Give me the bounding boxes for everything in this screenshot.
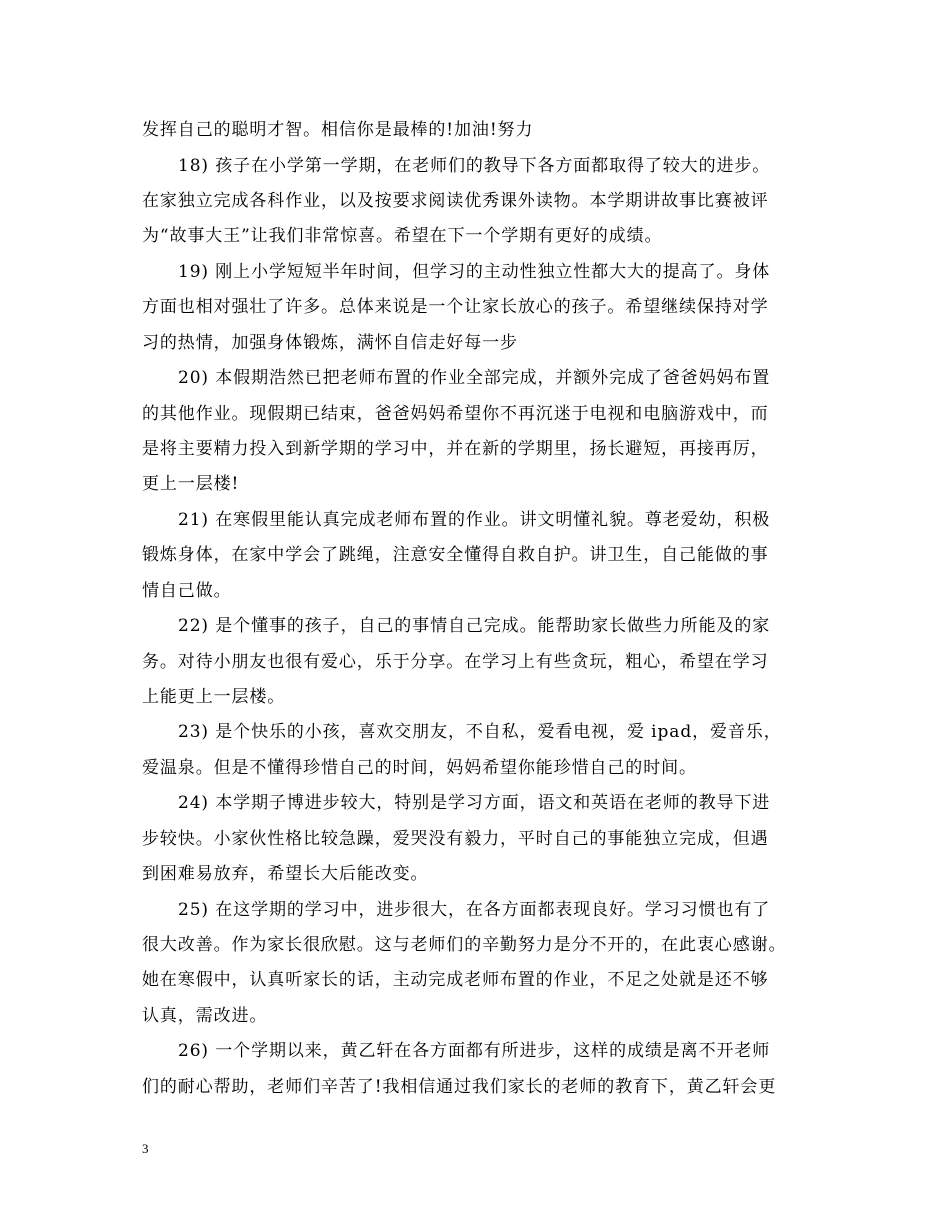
paragraph-23-line-1: 23) 是个快乐的小孩，喜欢交朋友，不自私，爱看电视，爱 ipad，爱音乐， [178,722,782,742]
page-number: 3 [142,1141,149,1156]
paragraph-18-line-1: 18) 孩子在小学第一学期，在老师们的教导下各方面都取得了较大的进步。 [178,156,771,176]
paragraph-21-line-1: 21) 在寒假里能认真完成老师布置的作业。讲文明懂礼貌。尊老爱幼，积极 [178,510,771,530]
paragraph-22-line-1: 22) 是个懂事的孩子，自己的事情自己完成。能帮助家长做些力所能及的家 [178,616,771,636]
paragraph-25-line-1: 25) 在这学期的学习中，进步很大，在各方面都表现良好。学习习惯也有了 [178,900,771,920]
paragraph-26-line-1: 26) 一个学期以来，黄乙轩在各方面都有所进步，这样的成绩是离不开老师 [178,1041,771,1061]
paragraph-19-line-1: 19) 刚上小学短短半年时间，但学习的主动性独立性都大大的提高了。身体 [178,262,771,282]
text-line: 上能更上一层楼。 [142,687,286,707]
text-line: 习的热情，加强身体锻炼，满怀自信走好每一步 [142,333,518,353]
text-line: 很大改善。作为家长很欣慰。这与老师们的辛勤努力是分不开的，在此衷心感谢。 [142,935,787,955]
text-line: 是将主要精力投入到新学期的学习中，并在新的学期里，扬长避短，再接再厉， [142,439,769,459]
text-line: 方面也相对强壮了许多。总体来说是一个让家长放心的孩子。希望继续保持对学 [142,297,769,317]
text-line: 认真，需改进。 [142,1006,268,1026]
paragraph-20-line-1: 20) 本假期浩然已把老师布置的作业全部完成，并额外完成了爸爸妈妈布置 [178,368,771,388]
text-line: 步较快。小家伙性格比较急躁，爱哭没有毅力，平时自己的事能独立完成，但遇 [142,829,769,849]
text-line: 更上一层楼! [142,474,240,494]
text-line: 的其他作业。现假期已结束，爸爸妈妈希望你不再沉迷于电视和电脑游戏中，而 [142,404,769,424]
paragraph-24-line-1: 24) 本学期子博进步较大，特别是学习方面，语文和英语在老师的教导下进 [178,793,771,813]
text-line: 情自己做。 [142,581,232,601]
text-line: 务。对待小朋友也很有爱心，乐于分享。在学习上有些贪玩，粗心，希望在学习 [142,652,769,672]
text-line: 她在寒假中，认真听家长的话，主动完成老师布置的作业，不足之处就是还不够 [142,970,769,990]
text-line: 发挥自己的聪明才智。相信你是最棒的!加油!努力 [142,120,534,140]
text-line: 为“故事大王”让我们非常惊喜。希望在下一个学期有更好的成绩。 [142,226,663,246]
text-line: 爱温泉。但是不懂得珍惜自己的时间，妈妈希望你能珍惜自己的时间。 [142,758,697,778]
text-line: 到困难易放弃，希望长大后能改变。 [142,864,429,884]
text-line: 在家独立完成各科作业，以及按要求阅读优秀课外读物。本学期讲故事比赛被评 [142,191,769,211]
text-line: 们的耐心帮助，老师们辛苦了!我相信通过我们家长的老师的教育下，黄乙轩会更 [142,1077,777,1097]
text-line: 锻炼身体，在家中学会了跳绳，注意安全懂得自救自护。讲卫生，自己能做的事 [142,545,769,565]
